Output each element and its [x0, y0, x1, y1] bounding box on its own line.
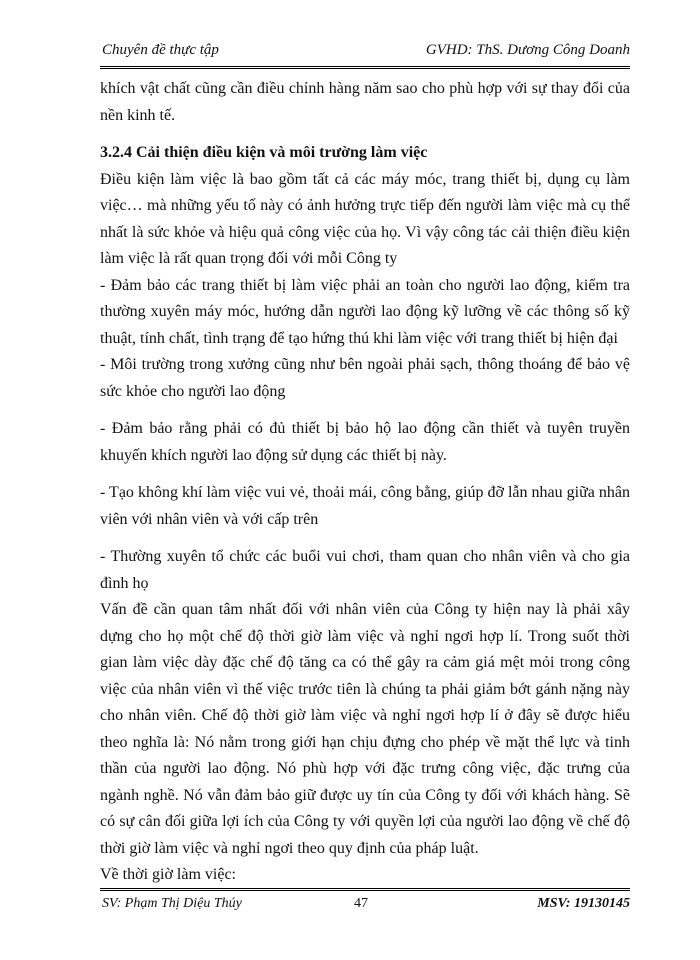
footer-student-name: SV: Phạm Thị Diệu Thúy: [102, 896, 242, 911]
paragraph-work-rest-regime: Vấn đề cần quan tâm nhất đối với nhân viên của Công ty hiện nay là phải xây dựng cho họ một chế độ thời giờ làm việc và nghỉ ngơi hợp lí. Trong suốt thời gian làm việc dày đặc chế độ tăng ca có thể gây ra cảm giá mệt mỏi trong công việc của nhân viên vì thế việc trước tiên là chúng ta phải giảm bớt gánh nặng này cho nhân viên. Chế độ thời giờ làm việc và nghỉ ngơi hợp lí ở đây sẽ được hiểu theo nghĩa là: Nó nằm trong giới hạn chịu đựng cho phép về mặt thể lực và tinh thần của người lao động. Nó phù hợp với đặc trưng công việc, đặc trưng của ngành nghề. Nó vẫn đảm bảo giữ được uy tín của Công ty đối với khách hàng. Sẽ có sự cân đối giữa lợi ích của Công ty với quyền lợi của người lao động về chế độ thời giờ làm việc và nghỉ ngơi theo quy định của pháp luật.: [100, 601, 630, 857]
footer-student-id: MSV: 19130145: [537, 896, 630, 911]
bullet-safe-equipment: - Đảm bảo các trang thiết bị làm việc phải an toàn cho người lao động, kiểm tra thường xuyên máy móc, hướng dẫn người lao động kỹ lưỡng về các thông số kỹ thuật, tính chất, tình trạng để tạo hứng thú khi làm việc với trang thiết bị hiện đại: [100, 276, 630, 347]
section-heading: 3.2.4 Cải thiện điều kiện và môi trường làm việc: [100, 144, 428, 161]
page-footer: [100, 888, 630, 917]
header-supervisor: GVHD: ThS. Dương Công Doanh: [425, 42, 630, 58]
page-body: [100, 76, 630, 889]
header-report-title: Chuyên đề thực tập: [102, 42, 219, 58]
bullet-protective-gear: - Đảm bảo rằng phải có đủ thiết bị bảo hộ lao động cần thiết và tuyên truyền khuyến khích người lao động sử dụng các thiết bị này.: [100, 420, 630, 464]
paragraph-working-hours: Về thời giờ làm việc:: [100, 866, 236, 883]
bullet-clean-environment: - Môi trường trong xưởng cũng như bên ngoài phải sạch, thông thoáng để bảo vệ sức khỏe cho người lao động: [100, 356, 630, 400]
paragraph-working-conditions: Điều kiện làm việc là bao gồm tất cả các máy móc, trang thiết bị, dụng cụ làm việc… mà những yếu tố này có ảnh hưởng trực tiếp đến người làm việc mà cụ thể nhất là sức khỏe và hiệu quả công việc của họ. Vì vậy công tác cải thiện điều kiện làm việc là rất quan trọng đối với mỗi Công ty: [100, 170, 630, 267]
page-number: 47: [354, 896, 368, 911]
page-header: [100, 38, 630, 69]
bullet-outings: - Thường xuyên tổ chức các buổi vui chơi, tham quan cho nhân viên và cho gia đình họ: [100, 548, 630, 592]
bullet-work-atmosphere: - Tạo không khí làm việc vui vẻ, thoải mái, công bằng, giúp đỡ lẫn nhau giữa nhân viên với nhân viên và với cấp trên: [100, 484, 630, 528]
intro-paragraph: khích vật chất cũng cần điều chỉnh hàng năm sao cho phù hợp với sự thay đổi của nền kinh tế.: [100, 80, 630, 124]
